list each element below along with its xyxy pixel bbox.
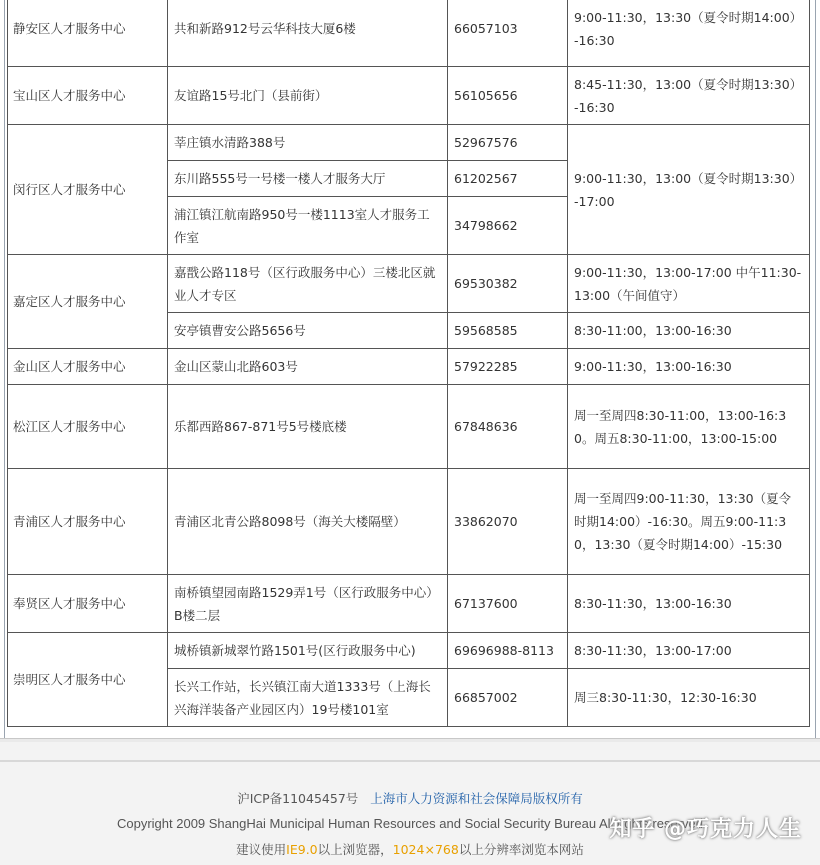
browser-hint-middle: 以上浏览器， xyxy=(317,842,393,857)
browser-resolution: 1024×768 xyxy=(392,842,459,857)
footer-icp-line xyxy=(0,789,820,807)
icp-number: 沪ICP备11045457号 xyxy=(237,791,359,806)
district-cell: 青浦区人才服务中心 xyxy=(8,469,168,575)
table-row xyxy=(8,255,810,313)
zhihu-watermark: 知乎 @巧克力人生 xyxy=(609,817,802,842)
phone-cell: 57922285 xyxy=(448,349,568,385)
district-cell: 闵行区人才服务中心 xyxy=(8,125,168,255)
copyright-link[interactable]: 上海市人力资源和社会保障局版权所有 xyxy=(370,791,583,806)
address-cell: 莘庄镇水清路388号 xyxy=(168,125,448,161)
table-row xyxy=(8,349,810,385)
hours-cell: 周一至周四9:00-11:30，13:30（夏令时期14:00）-16:30。周五9:00-11:30，13:30（夏令时期14:00）-15:30 xyxy=(568,469,810,575)
address-cell: 乐都西路867-871号5号楼底楼 xyxy=(168,385,448,469)
address-cell: 长兴工作站，长兴镇江南大道1333号（上海长兴海洋装备产业园区内）19号楼101室 xyxy=(168,669,448,727)
hours-cell: 8:30-11:30，13:00-16:30 xyxy=(568,575,810,633)
hours-cell: 9:00-11:30，13:00（夏令时期13:30）-17:00 xyxy=(568,125,810,255)
phone-cell: 59568585 xyxy=(448,313,568,349)
table-row xyxy=(8,385,810,469)
phone-cell: 52967576 xyxy=(448,125,568,161)
address-cell: 安亭镇曹安公路5656号 xyxy=(168,313,448,349)
district-cell: 宝山区人才服务中心 xyxy=(8,67,168,125)
table-row xyxy=(8,125,810,161)
browser-ie-version: IE9.0 xyxy=(286,842,318,857)
address-cell: 南桥镇望园南路1529弄1号（区行政服务中心）B楼二层 xyxy=(168,575,448,633)
table-row xyxy=(8,67,810,125)
phone-cell: 69530382 xyxy=(448,255,568,313)
phone-cell: 67137600 xyxy=(448,575,568,633)
talent-center-table xyxy=(7,0,810,727)
address-cell: 嘉戬公路118号（区行政服务中心）三楼北区就业人才专区 xyxy=(168,255,448,313)
hours-cell: 周一至周四8:30-11:00，13:00-16:30。周五8:30-11:00，13:00-15:00 xyxy=(568,385,810,469)
address-cell: 浦江镇江航南路950号一楼1113室人才服务工作室 xyxy=(168,197,448,255)
phone-cell: 66057103 xyxy=(448,0,568,67)
address-cell: 东川路555号一号楼一楼人才服务大厅 xyxy=(168,161,448,197)
table-row xyxy=(8,575,810,633)
footer-copyright-en: Copyright 2009 ShangHai Municipal Human Resources and Social Security Bureau All rights reserved xyxy=(116,816,704,831)
browser-hint-prefix: 建议使用 xyxy=(236,842,287,857)
hours-cell: 8:30-11:30，13:00-17:00 xyxy=(568,633,810,669)
hours-cell: 8:45-11:30，13:00（夏令时期13:30）-16:30 xyxy=(568,67,810,125)
hours-cell: 周三8:30-11:30，12:30-16:30 xyxy=(568,669,810,727)
phone-cell: 61202567 xyxy=(448,161,568,197)
phone-cell: 69696988-8113 xyxy=(448,633,568,669)
district-cell: 静安区人才服务中心 xyxy=(8,0,168,67)
table-row xyxy=(8,469,810,575)
address-cell: 共和新路912号云华科技大厦6楼 xyxy=(168,0,448,67)
hours-cell: 9:00-11:30，13:30（夏令时期14:00）-16:30 xyxy=(568,0,810,67)
address-cell: 友谊路15号北门（县前街） xyxy=(168,67,448,125)
district-cell: 金山区人才服务中心 xyxy=(8,349,168,385)
district-cell: 松江区人才服务中心 xyxy=(8,385,168,469)
hours-cell: 9:00-11:30，13:00-17:00 中午11:30-13:00（午间值守） xyxy=(568,255,810,313)
table-row xyxy=(8,0,810,67)
phone-cell: 67848636 xyxy=(448,385,568,469)
phone-cell: 34798662 xyxy=(448,197,568,255)
address-cell: 青浦区北青公路8098号（海关大楼隔壁） xyxy=(168,469,448,575)
phone-cell: 66857002 xyxy=(448,669,568,727)
hours-cell: 9:00-11:30，13:00-16:30 xyxy=(568,349,810,385)
browser-hint-suffix: 以上分辨率浏览本网站 xyxy=(458,842,584,857)
district-cell: 崇明区人才服务中心 xyxy=(8,633,168,727)
address-cell: 城桥镇新城翠竹路1501号(区行政服务中心) xyxy=(168,633,448,669)
address-cell: 金山区蒙山北路603号 xyxy=(168,349,448,385)
content-bottom-divider xyxy=(0,738,820,742)
district-cell: 奉贤区人才服务中心 xyxy=(8,575,168,633)
hours-cell: 8:30-11:00，13:00-16:30 xyxy=(568,313,810,349)
phone-cell: 33862070 xyxy=(448,469,568,575)
district-cell: 嘉定区人才服务中心 xyxy=(8,255,168,349)
table-row xyxy=(8,633,810,669)
phone-cell: 56105656 xyxy=(448,67,568,125)
